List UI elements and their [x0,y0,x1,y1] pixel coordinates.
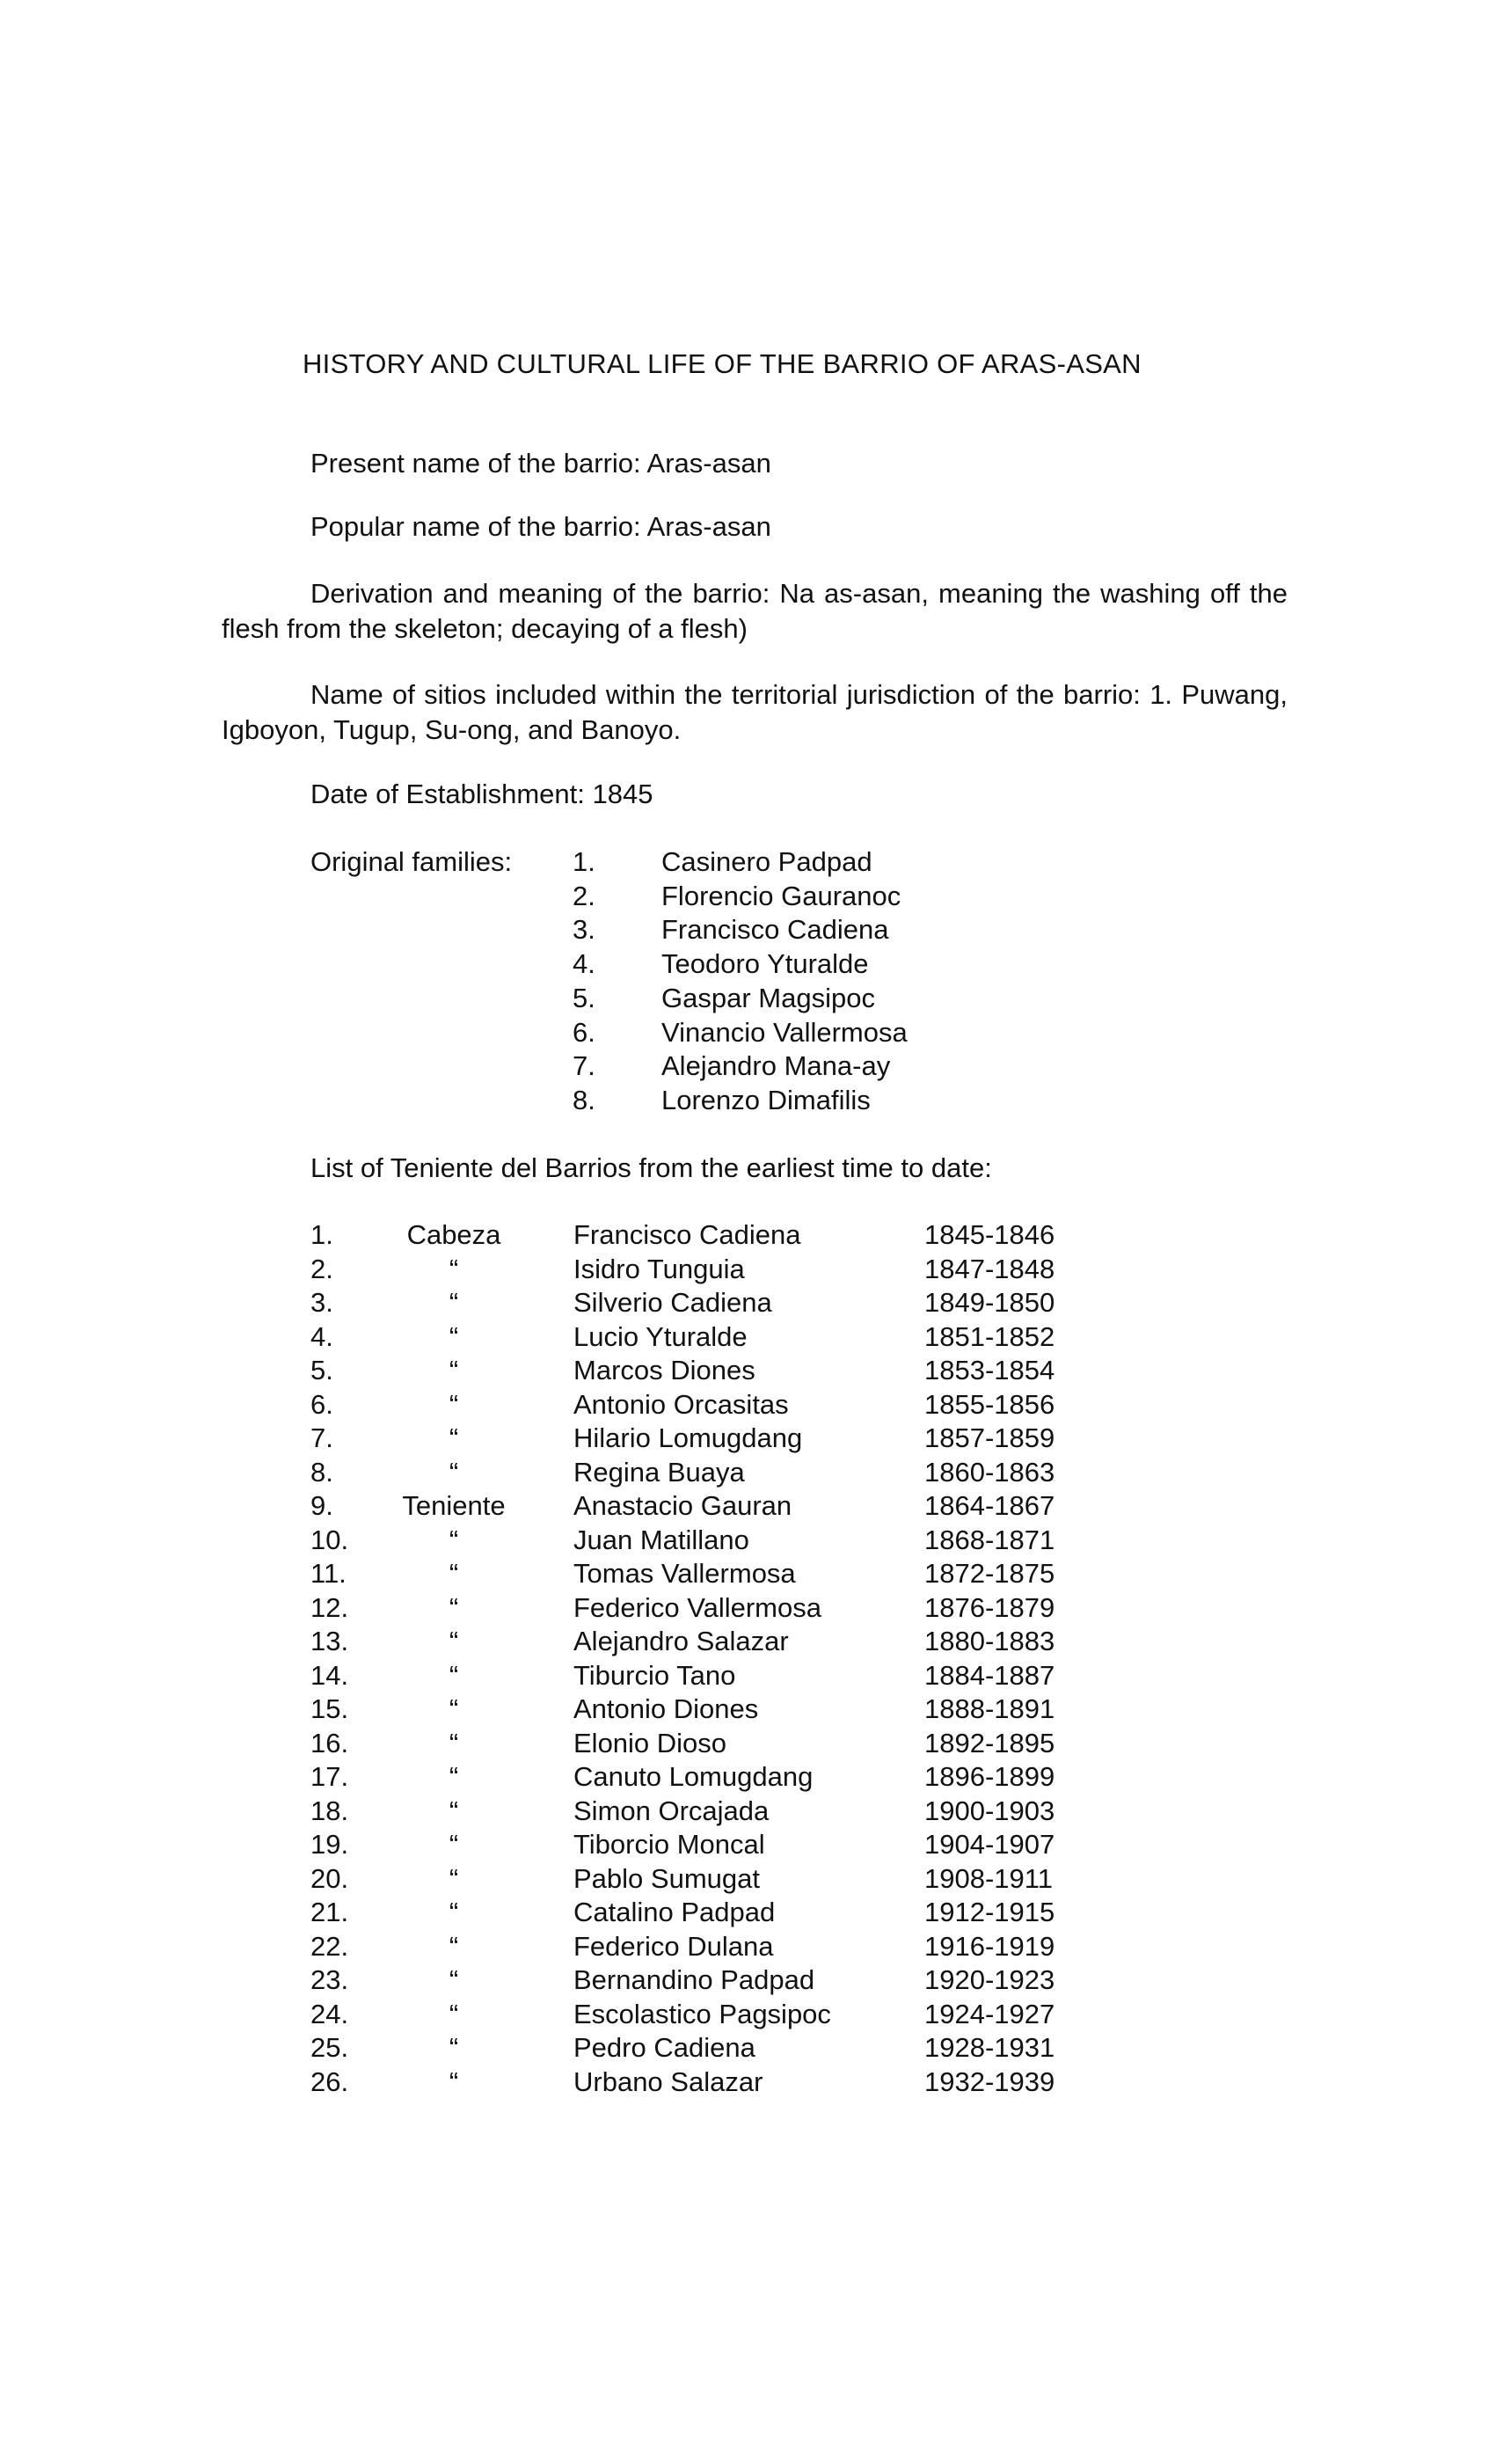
teniente-name: Francisco Cadiena [573,1219,801,1250]
teniente-name: Escolastico Pagsipoc [573,1998,831,2029]
teniente-number: 18. [310,1795,349,1826]
teniente-number: 8. [310,1456,333,1488]
teniente-name: Antonio Diones [573,1693,759,1724]
teniente-years: 1860-1863 [924,1456,1055,1488]
family-name: Casinero Padpad [661,846,872,877]
teniente-number: 9. [310,1490,333,1521]
family-number: 3. [573,914,595,946]
teniente-years: 1920-1923 [924,1964,1055,1995]
teniente-title: “ [449,1761,459,1792]
teniente-name: Lucio Yturalde [573,1320,748,1352]
family-name: Teodoro Yturalde [661,948,869,980]
teniente-number: 24. [310,1998,349,2029]
teniente-years: 1908-1911 [924,1862,1053,1894]
teniente-name: Pedro Cadiena [573,2032,755,2063]
family-number: 2. [573,880,595,911]
family-name: Alejandro Mana-ay [661,1050,891,1082]
document-title: HISTORY AND CULTURAL LIFE OF THE BARRIO OF ARAS-ASAN [303,348,1142,379]
teniente-title: “ [449,1795,459,1826]
teniente-number: 17. [310,1761,349,1792]
sitios-paragraph: Name of sitios included within the territorial jurisdiction of the barrio: 1. Puwang, Igboyon, Tugup, Su-ong, and Banoyo. [222,679,1288,745]
teniente-name: Tiburcio Tano [573,1659,736,1691]
teniente-name: Regina Buaya [573,1456,745,1488]
teniente-years: 1884-1887 [924,1659,1055,1691]
teniente-years: 1868-1871 [924,1524,1055,1555]
teniente-years: 1855-1856 [924,1388,1055,1420]
teniente-title: “ [449,1964,459,1995]
teniente-name: Tiborcio Moncal [573,1829,765,1860]
derivation-paragraph: Derivation and meaning of the barrio: Na as-asan, meaning the washing off the flesh from the skeleton; decaying of a flesh) [222,578,1288,644]
teniente-heading: List of Teniente del Barrios from the earliest time to date: [310,1152,992,1183]
teniente-number: 16. [310,1727,349,1758]
teniente-title: “ [449,2066,459,2097]
teniente-years: 1932-1939 [924,2066,1055,2097]
teniente-years: 1864-1867 [924,1490,1055,1521]
teniente-number: 22. [310,1930,349,1962]
family-number: 4. [573,948,595,980]
teniente-title: Teniente [402,1490,506,1521]
teniente-years: 1896-1899 [924,1761,1055,1792]
teniente-name: Juan Matillano [573,1524,749,1555]
popular-name-line: Popular name of the barrio: Aras-asan [310,511,771,542]
teniente-years: 1888-1891 [924,1693,1055,1724]
teniente-number: 1. [310,1219,333,1250]
teniente-number: 3. [310,1287,333,1318]
teniente-name: Pablo Sumugat [573,1862,760,1894]
teniente-number: 4. [310,1320,333,1352]
teniente-number: 6. [310,1388,333,1420]
family-number: 7. [573,1050,595,1082]
teniente-title: “ [449,1355,459,1386]
original-families-label: Original families: [310,846,513,877]
family-number: 5. [573,982,595,1013]
teniente-title: “ [449,1388,459,1420]
teniente-name: Bernandino Padpad [573,1964,815,1995]
teniente-years: 1900-1903 [924,1795,1055,1826]
teniente-number: 7. [310,1422,333,1453]
teniente-number: 25. [310,2032,349,2063]
teniente-title: “ [449,1930,459,1962]
teniente-name: Isidro Tunguia [573,1253,745,1284]
teniente-number: 23. [310,1964,349,1995]
teniente-title: “ [449,1998,459,2029]
family-name: Gaspar Magsipoc [661,982,875,1013]
teniente-number: 19. [310,1829,349,1860]
teniente-name: Urbano Salazar [573,2066,763,2097]
teniente-number: 14. [310,1659,349,1691]
teniente-number: 21. [310,1897,349,1927]
teniente-title: “ [449,1524,459,1555]
teniente-name: Tomas Vallermosa [573,1558,796,1589]
teniente-title: Cabeza [406,1219,501,1250]
teniente-years: 1912-1915 [924,1897,1055,1927]
teniente-title: “ [449,1862,459,1894]
teniente-title: “ [449,1693,459,1724]
teniente-number: 5. [310,1355,333,1386]
teniente-years: 1853-1854 [924,1355,1055,1386]
teniente-name: Antonio Orcasitas [573,1388,789,1420]
teniente-number: 13. [310,1626,349,1656]
teniente-years: 1904-1907 [924,1829,1055,1860]
teniente-number: 11. [310,1558,347,1589]
teniente-years: 1880-1883 [924,1626,1055,1656]
family-name: Vinancio Vallermosa [661,1016,908,1048]
teniente-title: “ [449,1591,459,1623]
teniente-name: Canuto Lomugdang [573,1761,814,1792]
teniente-name: Simon Orcajada [573,1795,770,1826]
teniente-title: “ [449,1287,459,1318]
teniente-years: 1892-1895 [924,1727,1055,1758]
teniente-number: 20. [310,1862,349,1894]
teniente-years: 1916-1919 [924,1930,1055,1962]
teniente-title: “ [449,1897,459,1927]
teniente-years: 1851-1852 [924,1320,1055,1352]
teniente-years: 1928-1931 [924,2032,1055,2063]
teniente-title: “ [449,2032,459,2063]
teniente-name: Catalino Padpad [573,1897,776,1927]
teniente-name: Alejandro Salazar [573,1626,789,1656]
family-number: 1. [573,846,595,877]
teniente-number: 15. [310,1693,349,1724]
teniente-number: 2. [310,1253,333,1284]
teniente-number: 10. [310,1524,349,1555]
family-number: 8. [573,1084,595,1115]
teniente-title: “ [449,1456,459,1488]
teniente-name: Marcos Diones [573,1355,755,1386]
family-number: 6. [573,1016,595,1048]
date-established-line: Date of Establishment: 1845 [310,779,653,809]
teniente-title: “ [449,1626,459,1656]
teniente-title: “ [449,1558,459,1589]
teniente-years: 1847-1848 [924,1253,1055,1284]
teniente-name: Federico Vallermosa [573,1591,821,1623]
teniente-name: Hilario Lomugdang [573,1422,803,1453]
teniente-title: “ [449,1422,459,1453]
teniente-title: “ [449,1320,459,1352]
teniente-number: 26. [310,2066,349,2097]
teniente-name: Elonio Dioso [573,1727,727,1758]
teniente-name: Federico Dulana [573,1930,774,1962]
family-name: Francisco Cadiena [661,914,889,946]
teniente-name: Anastacio Gauran [573,1490,792,1521]
teniente-years: 1857-1859 [924,1422,1055,1453]
teniente-title: “ [449,1659,459,1691]
family-name: Florencio Gauranoc [661,880,901,911]
teniente-title: “ [449,1253,459,1284]
teniente-title: “ [449,1829,459,1860]
teniente-years: 1872-1875 [924,1558,1055,1589]
teniente-years: 1924-1927 [924,1998,1055,2029]
present-name-line: Present name of the barrio: Aras-asan [310,448,771,479]
teniente-years: 1845-1846 [924,1219,1055,1250]
teniente-number: 12. [310,1591,349,1623]
family-name: Lorenzo Dimafilis [661,1084,871,1115]
teniente-years: 1849-1850 [924,1287,1055,1318]
teniente-title: “ [449,1727,459,1758]
teniente-years: 1876-1879 [924,1591,1055,1623]
teniente-name: Silverio Cadiena [573,1287,772,1318]
